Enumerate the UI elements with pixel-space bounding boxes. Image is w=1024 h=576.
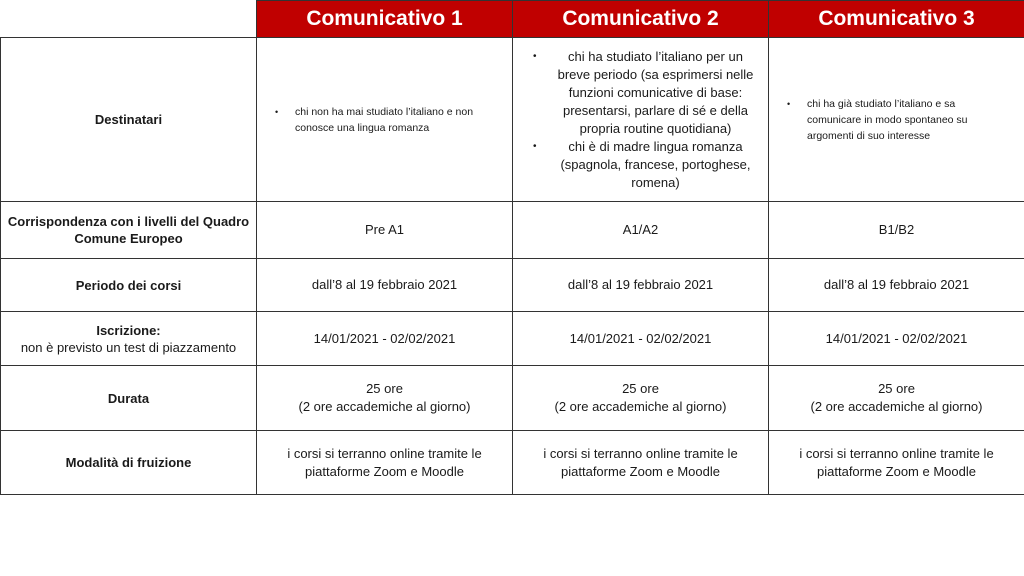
row-destinatari xyxy=(1,38,1024,202)
header-row xyxy=(1,1,1024,38)
row-modalita xyxy=(1,431,1024,495)
durata-detail: (2 ore accademiche al giorno) xyxy=(298,399,471,414)
row-label-livelli: Corrispondenza con i livelli del Quadro Comune Europeo xyxy=(1,202,257,259)
durata-col3 xyxy=(769,366,1024,431)
modalita-col1: i corsi si terranno online tramite le piattaforme Zoom e Moodle xyxy=(257,431,513,495)
row-label-destinatari: Destinatari xyxy=(1,38,257,202)
iscrizione-subtitle: non è previsto un test di piazzamento xyxy=(20,339,237,355)
row-label-periodo: Periodo dei corsi xyxy=(1,259,257,312)
periodo-col2: dall’8 al 19 febbraio 2021 xyxy=(513,259,769,312)
destinatari-col1 xyxy=(257,38,513,202)
modalita-col2: i corsi si terranno online tramite le piattaforme Zoom e Moodle xyxy=(513,431,769,495)
destinatari-col3 xyxy=(769,38,1024,202)
header-comunicativo-3: Comunicativo 3 xyxy=(769,1,1024,38)
row-periodo xyxy=(1,259,1024,312)
bullet-item xyxy=(257,104,512,136)
durata-col1 xyxy=(257,366,513,431)
iscrizione-col2: 14/01/2021 - 02/02/2021 xyxy=(513,312,769,366)
durata-hours: 25 ore xyxy=(878,381,915,396)
bullet-item xyxy=(769,96,1024,144)
iscrizione-col3: 14/01/2021 - 02/02/2021 xyxy=(769,312,1024,366)
header-comunicativo-2: Comunicativo 2 xyxy=(513,1,769,38)
row-iscrizione xyxy=(1,312,1024,366)
bullet-text: chi non ha mai studiato l’italiano e non conosce una lingua romanza xyxy=(295,105,474,134)
header-blank-cell xyxy=(1,1,257,38)
row-durata xyxy=(1,366,1024,431)
livelli-col3: B1/B2 xyxy=(769,202,1024,259)
periodo-col1: dall’8 al 19 febbraio 2021 xyxy=(257,259,513,312)
livelli-col1: Pre A1 xyxy=(257,202,513,259)
periodo-col3: dall’8 al 19 febbraio 2021 xyxy=(769,259,1024,312)
bullet-text: chi è di madre lingua romanza (spagnola, francese, portoghese, romena) xyxy=(560,138,751,190)
durata-col2 xyxy=(513,366,769,431)
row-label-iscrizione xyxy=(1,312,257,366)
row-livelli xyxy=(1,202,1024,259)
bullet-icon: • xyxy=(275,106,279,117)
header-comunicativo-1: Comunicativo 1 xyxy=(257,1,513,38)
iscrizione-col1: 14/01/2021 - 02/02/2021 xyxy=(257,312,513,366)
bullet-text: chi ha studiato l’italiano per un breve periodo (sa esprimersi nelle funzioni comunicative di base: presentarsi, parlare di sé e della propria routine quotidiana) xyxy=(557,48,754,136)
durata-detail: (2 ore accademiche al giorno) xyxy=(810,399,983,414)
bullet-icon: • xyxy=(533,140,537,152)
bullet-icon: • xyxy=(533,50,537,62)
bullet-icon: • xyxy=(787,98,791,109)
row-label-durata: Durata xyxy=(1,366,257,431)
bullet-text: chi ha già studiato l’italiano e sa comunicare in modo spontaneo su argomenti di suo interesse xyxy=(807,97,968,142)
row-label-modalita: Modalità di fruizione xyxy=(1,431,257,495)
bullet-item xyxy=(513,48,768,138)
durata-hours: 25 ore xyxy=(622,381,659,396)
durata-detail: (2 ore accademiche al giorno) xyxy=(554,399,727,414)
bullet-item xyxy=(513,138,768,192)
destinatari-col2 xyxy=(513,38,769,202)
durata-hours: 25 ore xyxy=(366,381,403,396)
modalita-col3: i corsi si terranno online tramite le piattaforme Zoom e Moodle xyxy=(769,431,1024,495)
livelli-col2: A1/A2 xyxy=(513,202,769,259)
iscrizione-title: Iscrizione: xyxy=(96,322,161,338)
